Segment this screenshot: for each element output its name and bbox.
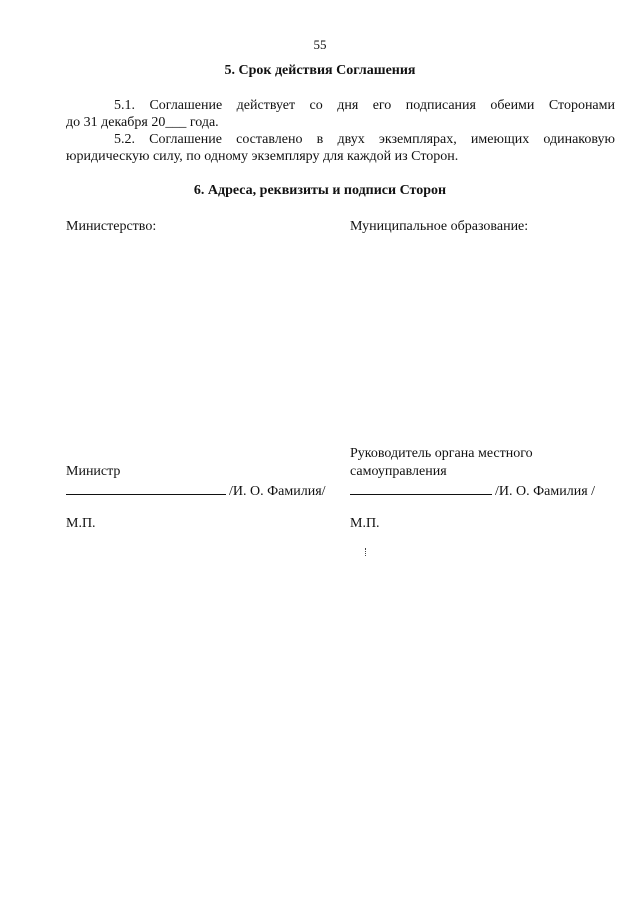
local-head-title-line-1: Руководитель органа местного [350, 446, 533, 461]
ministry-label: Министерство: [66, 219, 157, 234]
minister-title: Министр [66, 464, 121, 479]
minister-signature-name: /И. О. Фамилия/ [229, 484, 326, 499]
local-head-signature-line [350, 481, 492, 495]
section-6-heading: 6. Адреса, реквизиты и подписи Сторон [193, 183, 447, 198]
minister-signature-line [66, 481, 226, 495]
local-head-signature-block [350, 481, 595, 500]
section-5-heading: 5. Срок действия Соглашения [224, 63, 416, 78]
clause-5-2-line-1: 5.2. Соглашение составлено в двух экземплярах, имеющих одинаковую [114, 132, 615, 147]
page-number: 55 [313, 37, 327, 52]
ministry-seal-place: М.П. [66, 516, 96, 531]
municipality-seal-place: М.П. [350, 516, 380, 531]
clause-5-2-line-2: юридическую силу, по одному экземпляру для каждой из Сторон. [66, 149, 459, 164]
municipality-label: Муниципальное образование: [350, 219, 529, 234]
local-head-signature-name: /И. О. Фамилия / [495, 484, 596, 499]
clause-5-1-line-1: 5.1. Соглашение действует со дня его подписания обеими Сторонами [114, 98, 615, 113]
clause-5-1-line-2: до 31 декабря 20___ года. [66, 115, 219, 130]
local-head-title-line-2: самоуправления [350, 464, 447, 479]
minister-signature-block [66, 481, 326, 500]
scan-speck [365, 548, 367, 556]
